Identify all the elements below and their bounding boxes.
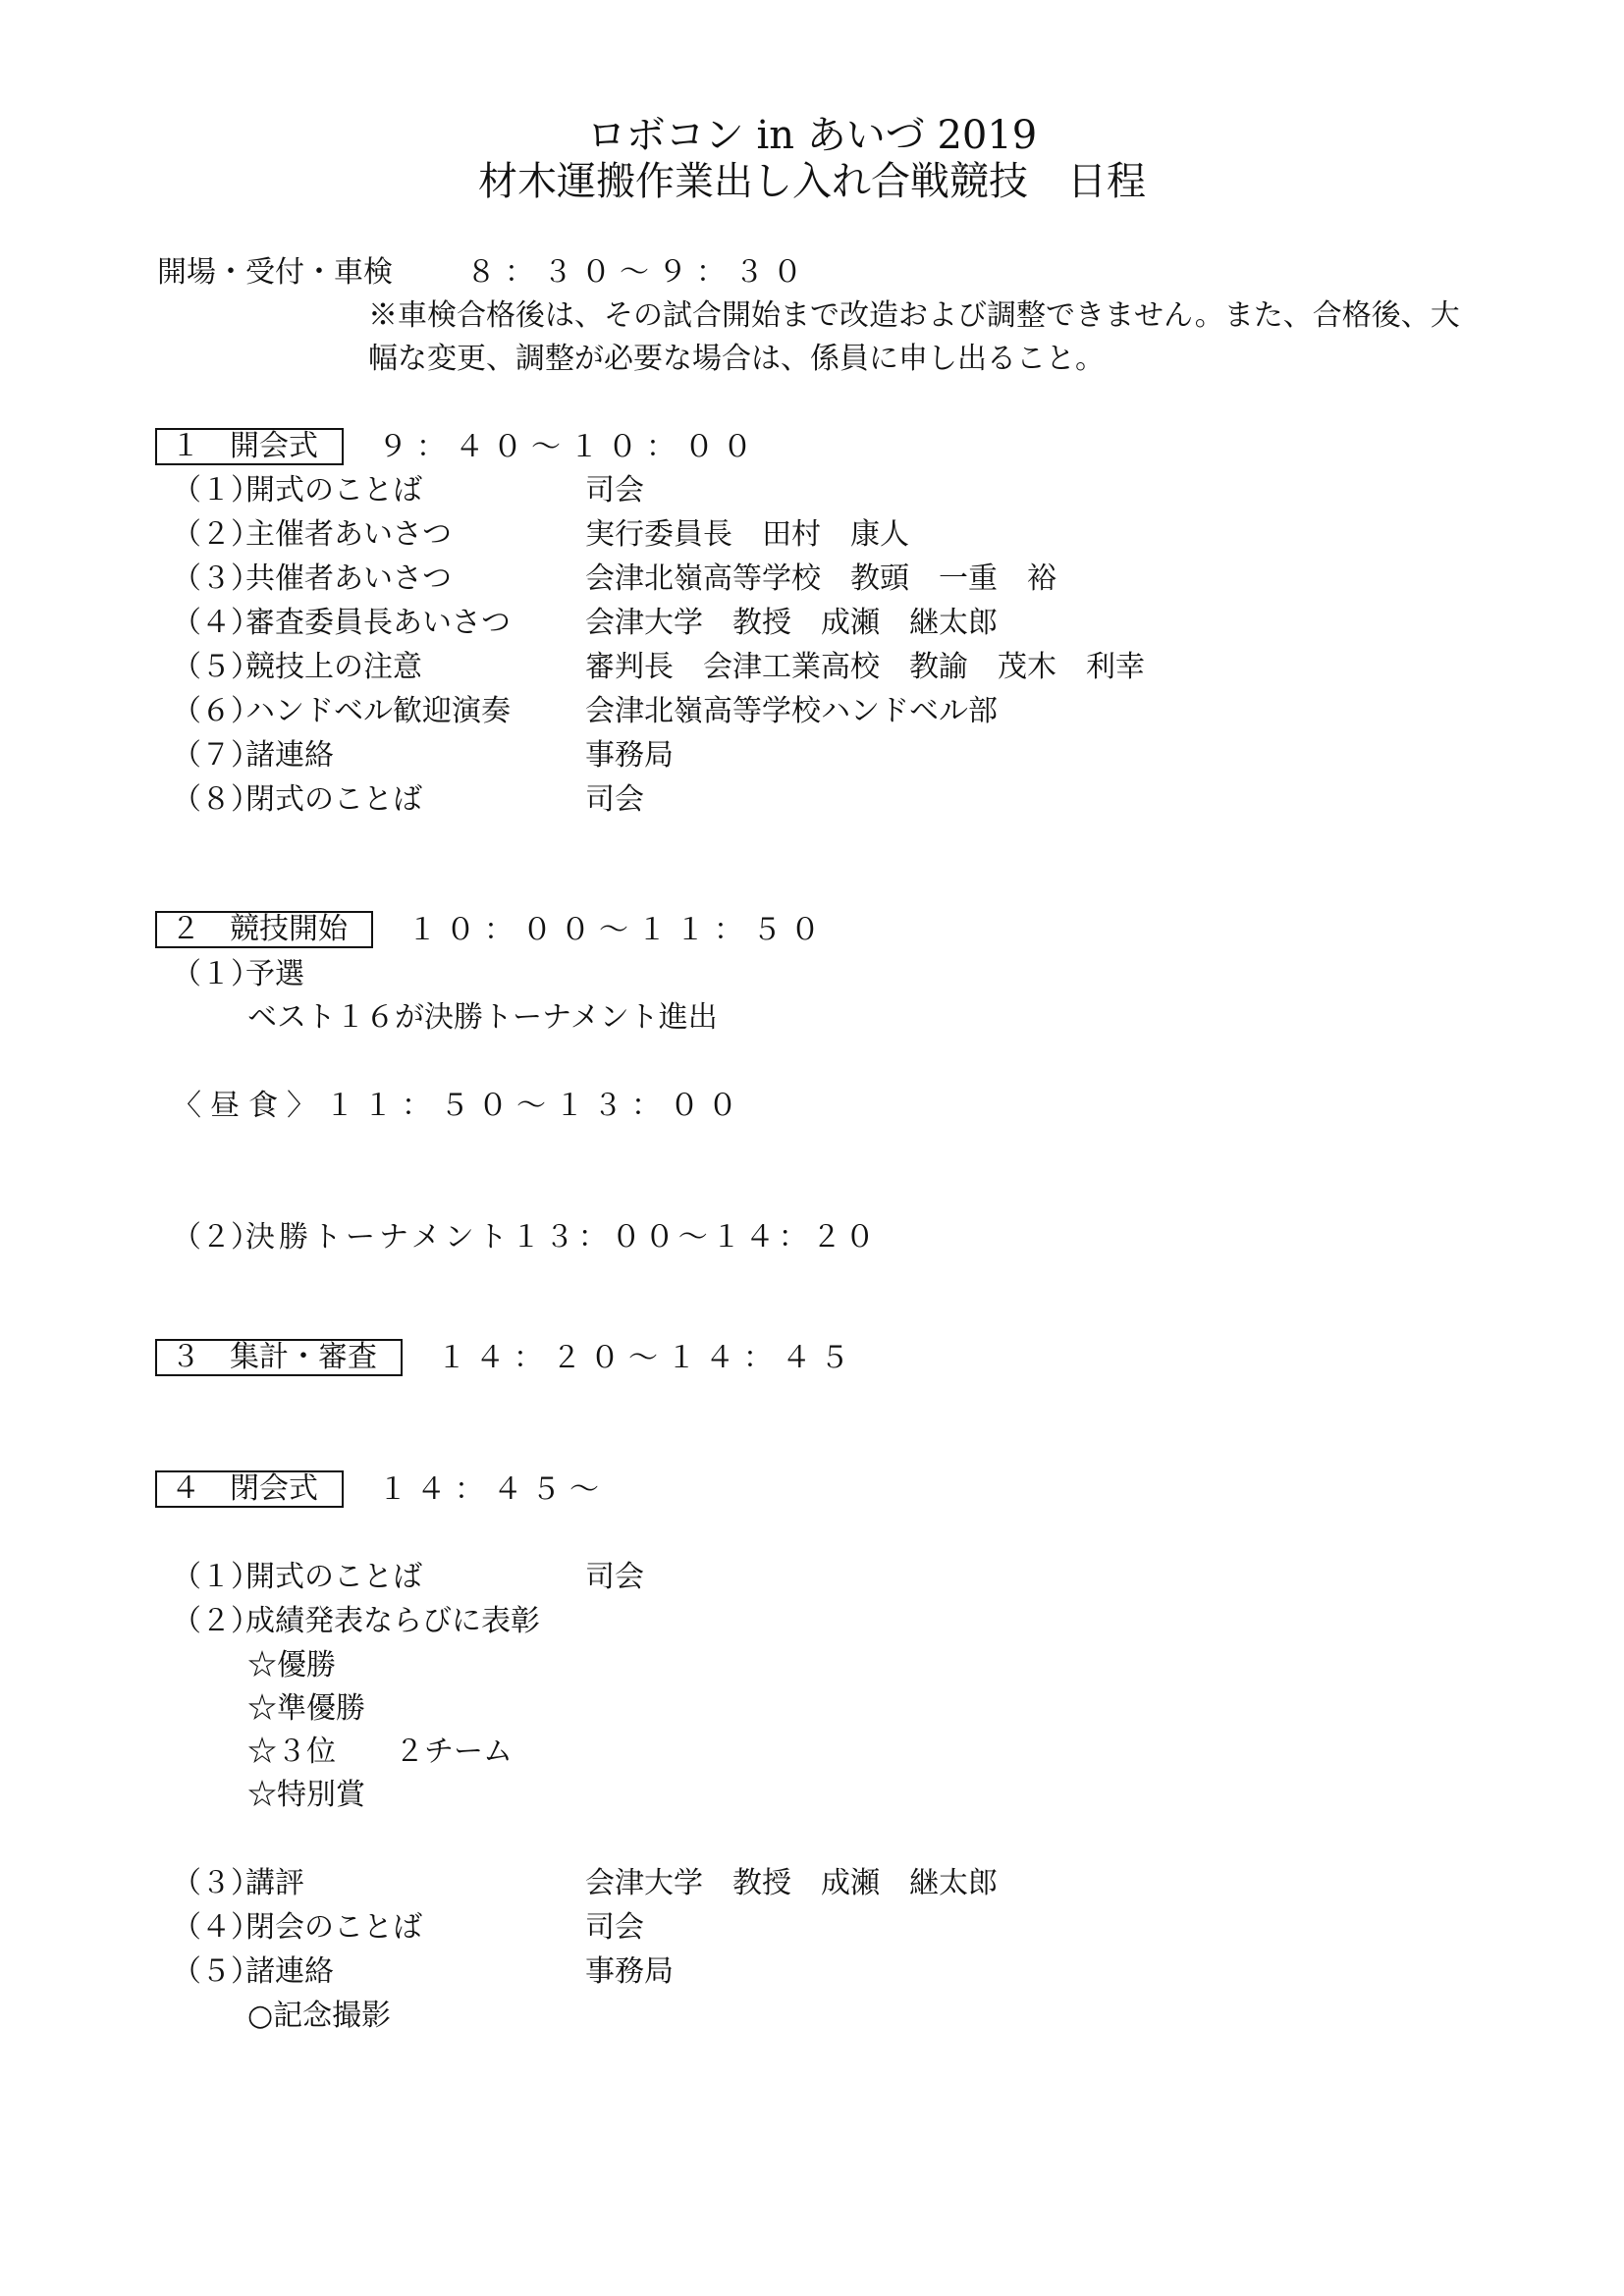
section4-heading-box — [155, 1470, 344, 1508]
award-item: ☆優勝 — [247, 1648, 336, 1682]
s1-item-num: （１） — [172, 473, 260, 507]
s1-item-label: 共催者あいさつ — [245, 561, 452, 596]
s1-item-label: 開式のことば — [245, 473, 422, 507]
award-item: ☆特別賞 — [247, 1778, 365, 1812]
lunch-break: 〈昼食〉１１：５０～１３：００ — [172, 1089, 746, 1123]
s1-item-num: （８） — [172, 782, 260, 817]
s1-item-label: 主催者あいさつ — [245, 517, 452, 552]
s4-item-num: （１） — [172, 1560, 260, 1594]
s1-item-label: ハンドベル歓迎演奏 — [245, 694, 511, 728]
s1-item-label: 審査委員長あいさつ — [245, 606, 511, 640]
award-item: ☆３位 ２チーム — [247, 1735, 513, 1769]
s4-item-person: 司会 — [585, 1560, 644, 1594]
s1-item-num: （３） — [172, 561, 260, 596]
section3-heading-box — [155, 1339, 403, 1376]
document-title-line1: ロボコン in あいづ 2019 — [586, 113, 1038, 158]
prelim-note: ベスト１６が決勝トーナメント進出 — [247, 1000, 718, 1035]
s1-item-person: 審判長 会津工業高校 教諭 茂木 利幸 — [585, 650, 1145, 684]
s1-item-num: （７） — [172, 738, 260, 773]
section1-time: ９：４０～１０：００ — [378, 430, 761, 464]
award-item: ☆準優勝 — [247, 1691, 365, 1726]
s4-item-label: 講評 — [245, 1866, 304, 1900]
s1-item-person: 実行委員長 田村 康人 — [585, 517, 909, 552]
s4-item-person: 会津大学 教授 成瀬 継太郎 — [585, 1866, 998, 1900]
s4-item-label: 諸連絡 — [245, 1954, 334, 1989]
section4-heading: ４ 閉会式 — [171, 1471, 318, 1506]
s4-item-person: 事務局 — [585, 1954, 674, 1989]
s1-item-person: 司会 — [585, 782, 644, 817]
s1-item-num: （２） — [172, 517, 260, 552]
section2-heading: ２ 競技開始 — [171, 912, 348, 946]
section3-heading: ３ 集計・審査 — [171, 1340, 377, 1374]
s4-item-label: 成績発表ならびに表彰 — [245, 1604, 540, 1638]
s4-item-num: （３） — [172, 1866, 260, 1900]
final-tournament: 決勝トーナメント１３：００～１４：２０ — [245, 1220, 879, 1255]
s4-item-num: （４） — [172, 1910, 260, 1945]
s4-item-label: 閉会のことば — [245, 1910, 422, 1945]
reception-note-line2: 幅な変更、調整が必要な場合は、係員に申し出ること。 — [368, 342, 1105, 376]
s1-item-label: 諸連絡 — [245, 738, 334, 773]
final-num: （２） — [172, 1220, 260, 1255]
prelim-num: （１） — [172, 957, 260, 991]
s1-item-person: 会津北嶺高等学校 教頭 一重 裕 — [585, 561, 1056, 596]
s4-item-num: （２） — [172, 1604, 260, 1638]
s1-item-person: 事務局 — [585, 738, 674, 773]
section1-heading-box — [155, 428, 344, 465]
section2-heading-box — [155, 911, 373, 948]
s1-item-label: 競技上の注意 — [245, 650, 422, 684]
s4-item-person: 司会 — [585, 1910, 644, 1945]
reception-label: 開場・受付・車検 — [157, 255, 393, 290]
s1-item-num: （５） — [172, 650, 260, 684]
section4-time: １４：４５～ — [378, 1472, 608, 1507]
prelim-label: 予選 — [245, 957, 304, 991]
s1-item-num: （６） — [172, 694, 260, 728]
commemorative-photo: ○記念撮影 — [247, 1999, 392, 2033]
document-title-line2: 材木運搬作業出し入れ合戦競技 日程 — [478, 159, 1146, 204]
section2-time: １０：００～１１：５０ — [407, 913, 829, 947]
s4-item-label: 開式のことば — [245, 1560, 422, 1594]
s1-item-label: 閉式のことば — [245, 782, 422, 817]
reception-note-line1: ※車検合格後は、その試合開始まで改造および調整できません。また、合格後、大 — [368, 298, 1460, 333]
section3-time: １４：２０～１４：４５ — [437, 1341, 858, 1375]
s4-item-num: （５） — [172, 1954, 260, 1989]
reception-time: ８：３０～９：３０ — [466, 255, 811, 290]
section1-heading: １ 開会式 — [171, 429, 318, 463]
s1-item-person: 会津北嶺高等学校ハンドベル部 — [585, 694, 998, 728]
s1-item-person: 会津大学 教授 成瀬 継太郎 — [585, 606, 998, 640]
s1-item-num: （４） — [172, 606, 260, 640]
s1-item-person: 司会 — [585, 473, 644, 507]
